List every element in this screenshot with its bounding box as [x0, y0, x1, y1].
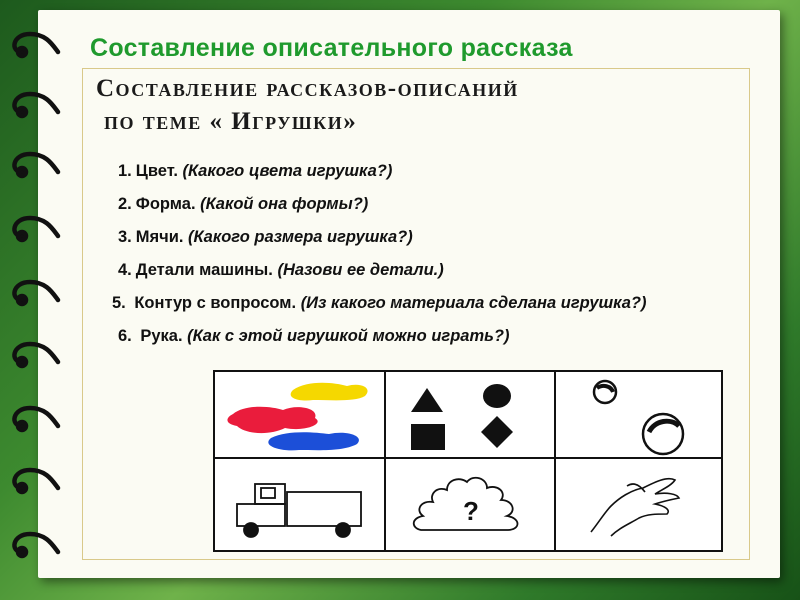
ring-9-icon — [14, 534, 58, 556]
list-item: 3. Мячи. (Какого размера игрушка?) — [118, 228, 413, 246]
color-blobs-icon — [227, 383, 367, 451]
list-item: 1. Цвет. (Какого цвета игрушка?) — [118, 162, 393, 180]
heading-line-2: по теме « Игрушки» — [104, 108, 358, 135]
pictogram-grid — [213, 370, 723, 552]
ring-5-icon — [14, 282, 58, 304]
truck-icon — [237, 484, 361, 537]
balls-icon — [594, 381, 683, 454]
slide-title: Составление описательного рассказа — [90, 34, 573, 62]
list-item: 6. Рука. (Как с этой игрушкой можно играть?) — [118, 327, 510, 345]
ring-3-icon — [14, 154, 58, 176]
question-mark: ? — [463, 496, 479, 526]
list-item: 5. Контур с вопросом. (Из какого материала сделана игрушка?) — [112, 294, 647, 312]
ring-8-icon — [14, 470, 58, 492]
hand-icon — [591, 479, 679, 536]
ring-7-icon — [14, 408, 58, 430]
description-plan-list — [112, 160, 738, 358]
list-item: 4. Детали машины. (Назови ее детали.) — [118, 261, 444, 279]
heading-line-1: Составление рассказов-описаний — [96, 75, 519, 102]
ring-1-icon — [14, 34, 58, 56]
ring-2-icon — [14, 94, 58, 116]
slide-heading — [96, 72, 736, 138]
question-outline-icon — [414, 478, 518, 530]
shapes-icon — [411, 384, 513, 450]
list-item: 2. Форма. (Какой она формы?) — [118, 195, 369, 213]
ring-6-icon — [14, 344, 58, 366]
ring-4-icon — [14, 218, 58, 240]
